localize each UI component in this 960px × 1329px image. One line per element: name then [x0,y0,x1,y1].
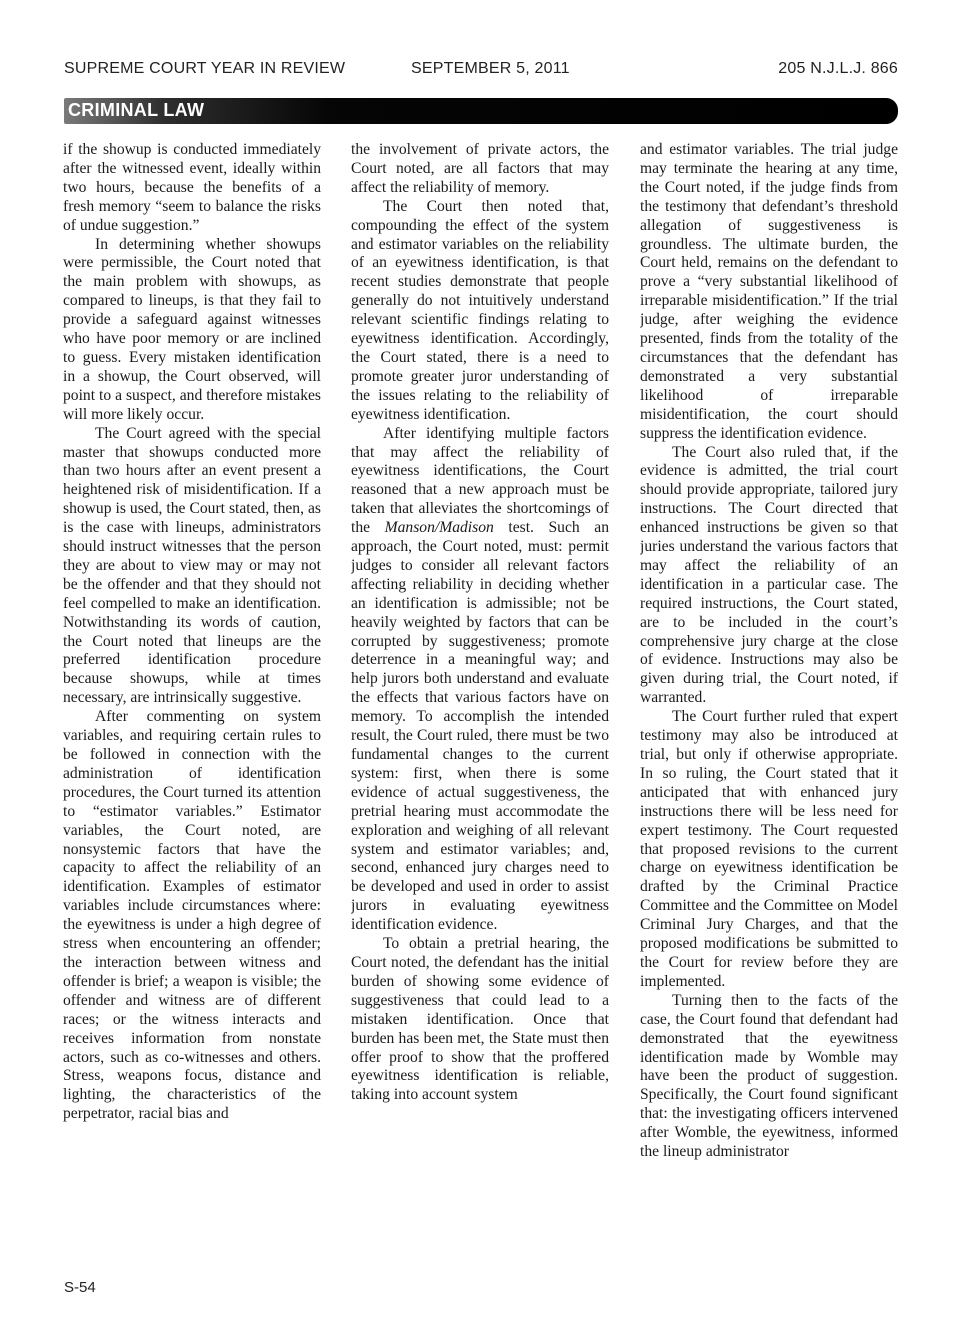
journal-citation: 205 N.J.L.J. 866 [778,60,898,77]
running-head [64,60,898,82]
paragraph: The Court agreed with the special master that showups conducted more than two hours after an event present a heightened risk of misidentification. If a showup is used, the Court stated, then, as is the case with lineups, administrators should instruct witnesses that the person they are about to view may or may not be the offender and that they should not feel compelled to make an identification. Notwithstanding its words of caution, the Court noted that lineups are the preferred identification procedure because showups, while at times necessary, are intrinsically suggestive. [63,424,321,707]
section-title: CRIMINAL LAW [68,100,205,120]
issue-date: SEPTEMBER 5, 2011 [411,60,570,77]
paragraph: The Court further ruled that expert testimony may also be introduced at trial, but only if otherwise appropriate. In so ruling, the Court stated that it anticipated that with enhanced jury instructions there will be less need for expert testimony. The Court requested that proposed revisions to the current charge on eyewitness identification be drafted by the Criminal Practice Committee and the Committee on Model Criminal Jury Charges, and that the proposed modifications be submitted to the Court for review before they are implemented. [640,708,898,990]
paragraph-text: After identifying multiple factors that may affect the reliability of eyewitness identifications, the Court reasoned that a new approach must be taken that alleviates the shortcomings of the [351,424,609,537]
text-column-1 [63,141,321,1261]
paragraph: and estimator variables. The trial judge may terminate the hearing at any time, the Court noted, if the judge finds from the testimony that defendant’s threshold allegation of suggestiveness is groundless. The ultimate burden, the Court held, remains on the defendant to prove a “very substantial likelihood of irreparable misidentification.” If the trial judge, after weighing the evidence presented, finds from the totality of the circumstances that the defendant has demonstrated a very substantial likelihood of irreparable misidentification, the court should suppress the identification evidence. [640,141,898,442]
section-banner [64,98,898,124]
paragraph: To obtain a pretrial hearing, the Court noted, the defendant has the initial burden of showing some evidence of suggestiveness that could lead to a mistaken identification. Once that burden has been met, the State must then offer proof to show that the proffered eyewitness identification is reliable, taking into account system [351,935,609,1104]
paragraph-text: test. Such an approach, the Court noted, must: permit judges to consider all relevant factors affecting reliability in deciding whether an identification is admissible; not be heavily weighted by factors that can be corrupted by suggestiveness; promote deterrence in a meaningful way; and help jurors both understand and evaluate the effects that various factors have on memory. To accomplish the intended result, the Court ruled, there must be two fundamental changes to the current system: first, when there is some evidence of actual suggestiveness, the pretrial hearing must accommodate the exploration and weighing of all relevant system and estimator variables; and, second, enhanced jury charges need to be developed and used in order to assist jurors in evaluating eyewitness identification evidence. [351,519,609,934]
paragraph [351,425,609,935]
paragraph: The Court also ruled that, if the evidence is admitted, the trial court should provide appropriate, tailored jury instructions. The Court directed that enhanced instructions be given so that juries understand the various factors that may affect the reliability of an identification in a particular case. The required instructions, the Court stated, are to be included in the court’s comprehensive jury charge at the close of evidence. Instructions may also be given during trial, the Court noted, if warranted. [640,443,898,707]
paragraph: Turning then to the facts of the case, the Court found that defendant had demonstrated that the eyewitness identification made by Womble may have been the product of suggestion. Specifically, the Court found significant that: the investigating officers intervened after Womble, the eyewitness, informed the lineup administrator [640,991,898,1161]
text-column-3 [640,141,898,1261]
page-number: S-54 [64,1279,96,1296]
paragraph: The Court then noted that, compounding the effect of the system and estimator variables on the reliability of an eyewitness identification, is that recent studies demonstrate that people generally do not intuitively understand relevant scientific findings relating to eyewitness identification. Accordingly, the Court stated, there is a need to promote greater juror understanding of the issues relating to the reliability of eyewitness identification. [351,197,609,423]
case-name: Manson/Madison [384,519,494,537]
paragraph: if the showup is conducted immediately after the witnessed event, ideally within two hours, because the benefits of a fresh memory “seem to balance the risks of undue suggestion.” [63,141,321,234]
paragraph: the involvement of private actors, the Court noted, are all factors that may affect the reliability of memory. [351,141,609,196]
text-column-2 [351,141,609,1261]
publication-title: SUPREME COURT YEAR IN REVIEW [64,60,346,77]
paragraph: In determining whether showups were permissible, the Court noted that the main problem with showups, as compared to lineups, is that they fail to provide a safeguard against witnesses who have poor memory or are inclined to guess. Every mistaken identification in a showup, the Court observed, will point to a suspect, and therefore mistakes will more likely occur. [63,235,321,423]
paragraph: After commenting on system variables, and requiring certain rules to be followed in connection with the administration of identification procedures, the Court turned its attention to “estimator variables.” Estimator variables, the Court noted, are nonsystemic factors that have the capacity to affect the reliability of an identification. Examples of estimator variables include circumstances where: the eyewitness is under a high degree of stress when encountering an offender; the interaction between witness and offender is brief; a weapon is visible; the offender and witness are of different races; or the witness interacts and receives information from nonstate actors, such as co-witnesses and others. Stress, weapons focus, distance and lighting, the characteristics of the perpetrator, racial bias and [63,708,321,1123]
